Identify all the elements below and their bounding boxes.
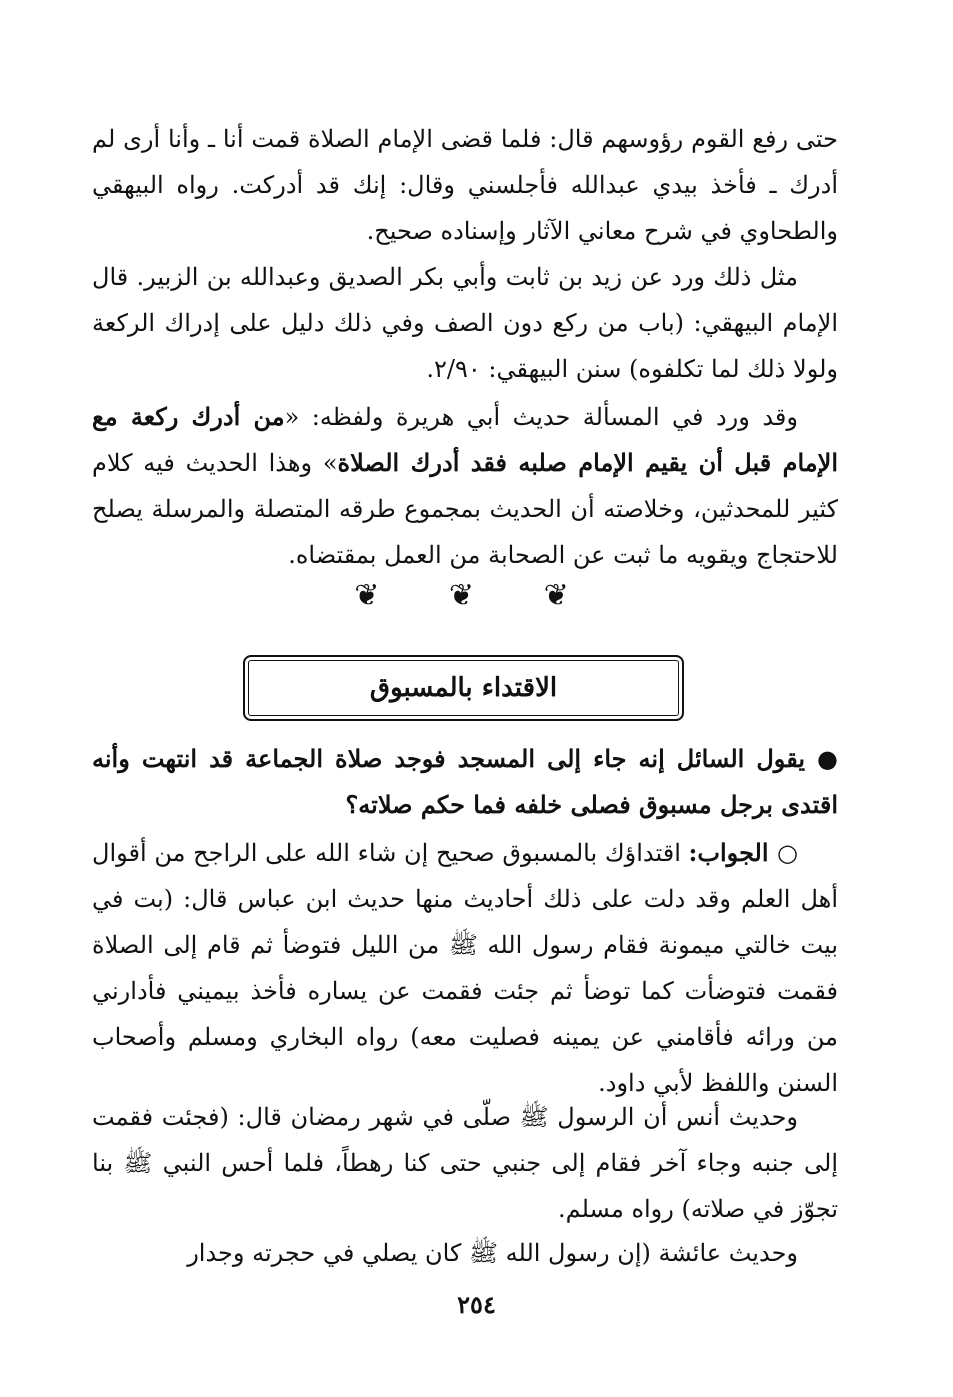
paragraph-2 xyxy=(92,254,838,392)
paragraph-1 xyxy=(92,116,838,254)
answer-text xyxy=(92,830,838,1106)
answer-body: اقتداؤك بالمسبوق صحيح إن شاء الله على الراجح من أقوال أهل العلم وقد دلت على ذلك أحاديث منها حديث ابن عباس قال: (بت في بيت خالتي ميمونة فقام رسول الله ﷺ من الليل فتوضأ ثم قام إلى الصلاة فقمت فتوضأت كما توضأ ثم جئت فقمت عن يساره فأخذ بيميني فأدارني من ورائه فأقامني عن يمينه فصليت معه) رواه البخاري ومسلم وأصحاب السنن واللفظ لأبي داود. xyxy=(92,839,838,1097)
anas-paragraph xyxy=(92,1094,838,1232)
hadith-quote: من أدرك ركعة مع الإمام قبل أن يقيم الإمام صلبه فقد أدرك الصلاة xyxy=(92,402,838,477)
page-number: ٢٥٤ xyxy=(457,1290,496,1319)
question-block xyxy=(92,736,838,828)
answer-label: ○ الجواب: xyxy=(688,838,798,867)
paragraph-3-end: » وهذا الحديث فيه كلام كثير للمحدثين، وخلاصته أن الحديث بمجموع طرقه المتصلة والمرسلة يصلح للاحتجاج ويقويه ما ثبت عن الصحابة من العمل بمقتضاه. xyxy=(92,449,838,569)
aisha-paragraph-text: وحديث عائشة (إن رسول الله ﷺ كان يصلي في حجرته وجدار xyxy=(187,1239,798,1267)
paragraph-3-text xyxy=(92,394,838,578)
section-title: الاقتداء بالمسبوق xyxy=(369,673,558,703)
question-text: ● يقول السائل إنه جاء إلى المسجد فوجد صلاة الجماعة قد انتهت وأنه اقتدى برجل مسبوق فصلى خلفه فما حكم صلاته؟ xyxy=(92,744,838,819)
answer-block xyxy=(92,830,838,1106)
aisha-paragraph xyxy=(92,1230,838,1276)
paragraph-1-text: حتى رفع القوم رؤوسهم قال: فلما قضى الإمام الصلاة قمت أنا ـ وأنا أرى لم أدرك ـ فأخذ بيدي عبدالله فأجلسني وقال: إنك قد أدركت. رواه البيهقي والطحاوي في شرح معاني الآثار وإسناده صحيح. xyxy=(92,125,839,245)
section-title-box xyxy=(243,655,684,721)
paragraph-3-start: وقد ورد في المسألة حديث أبي هريرة ولفظه: « xyxy=(284,403,798,431)
anas-paragraph-text: وحديث أنس أن الرسول ﷺ صلّى في شهر رمضان قال: (فجئت فقمت إلى جنبه وجاء آخر فقام إلى جنبي حتى كنا رهطاً، فلما أحس النبي ﷺ بنا تجوّز في صلاته) رواه مسلم. xyxy=(92,1103,839,1223)
paragraph-3 xyxy=(92,394,838,578)
ornament-divider: ❦ ❦ ❦ xyxy=(354,578,599,613)
paragraph-2-text: مثل ذلك ورد عن زيد بن ثابت وأبي بكر الصديق وعبدالله بن الزبير. قال الإمام البيهقي: (باب من ركع دون الصف وفي ذلك دليل على إدراك الركعة ولولا ذلك لما تكلفوه) سنن البيهقي: ٢/٩٠. xyxy=(92,263,838,383)
